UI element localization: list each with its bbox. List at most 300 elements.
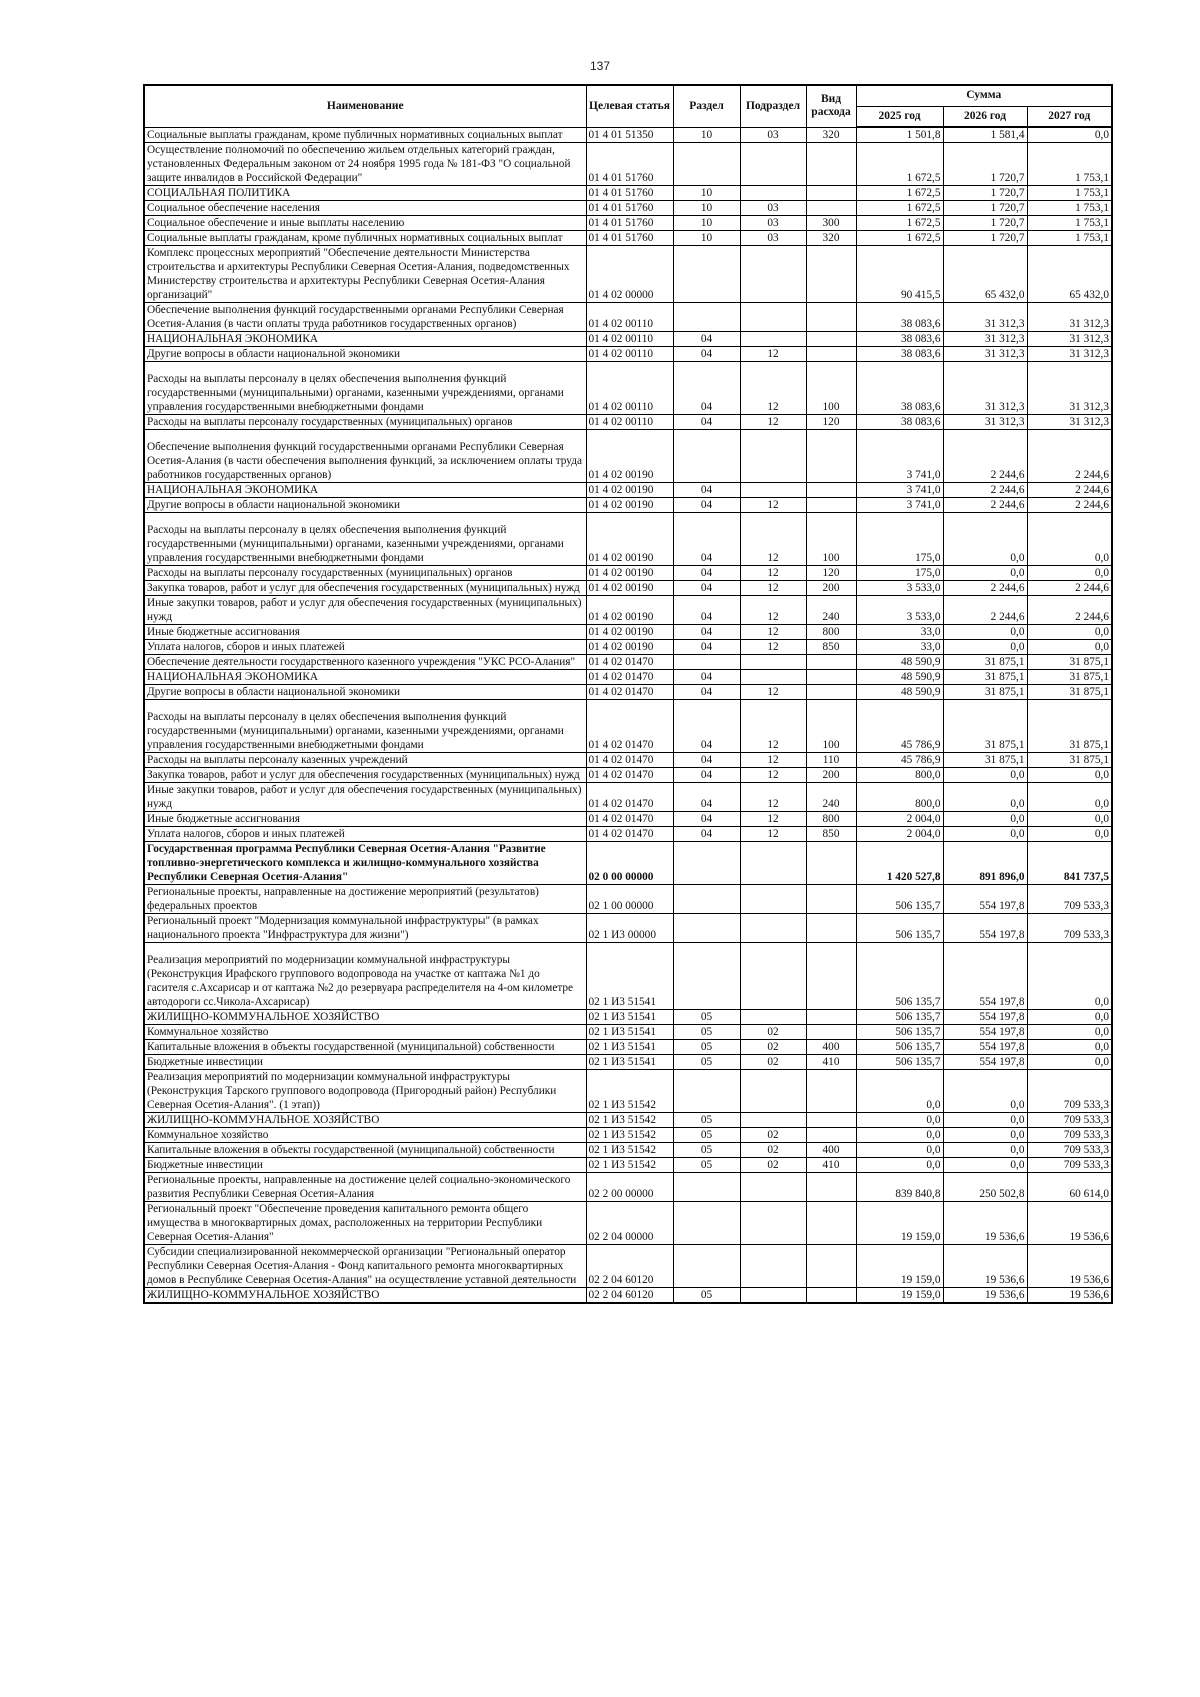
table-row [144,827,1112,842]
row-subsection: 12 [740,566,806,581]
row-target-article: 01 4 02 00110 [586,303,673,332]
row-sum-2027: 709 533,3 [1027,914,1112,943]
row-subsection: 12 [740,498,806,513]
row-subsection [740,246,806,303]
table-row [144,700,1112,753]
row-sum-2027: 0,0 [1027,1055,1112,1070]
table-row [144,655,1112,670]
row-sum-2027: 2 244,6 [1027,498,1112,513]
row-sum-2026: 1 720,7 [943,143,1027,186]
row-expense-type [806,332,856,347]
row-section: 04 [673,347,740,362]
table-row [144,332,1112,347]
row-name [144,347,586,362]
row-name-text: Социальные выплаты гражданам, кроме публичных нормативных социальных выплат [147,232,563,244]
row-expense-type: 240 [806,783,856,812]
row-name-text: Расходы на выплаты персоналу казенных учреждений [147,754,408,766]
row-subsection [740,1245,806,1288]
row-expense-type: 100 [806,362,856,415]
row-sum-2025: 48 590,9 [856,685,943,700]
row-name-text: Региональные проекты, направленные на достижение мероприятий (результатов) федеральных проектов [147,886,539,912]
row-name-text: СОЦИАЛЬНАЯ ПОЛИТИКА [147,187,291,199]
row-sum-2025: 1 672,5 [856,143,943,186]
row-name [144,566,586,581]
row-expense-type: 200 [806,581,856,596]
row-name [144,783,586,812]
table-row [144,231,1112,246]
row-name-text: Коммунальное хозяйство [147,1026,269,1038]
row-target-article: 01 4 02 01470 [586,655,673,670]
table-row [144,1040,1112,1055]
row-subsection: 12 [740,347,806,362]
row-name-text: Осуществление полномочий по обеспечению жильем отдельных категорий граждан, установленных Федеральным законом от 24 ноября 1995 года № 181-ФЗ "О социальной защите инвалидов в Российской Федерации" [147,144,571,184]
table-row [144,303,1112,332]
table-row [144,1070,1112,1113]
row-sum-2026: 31 875,1 [943,753,1027,768]
row-sum-2027: 1 753,1 [1027,186,1112,201]
row-sum-2027: 0,0 [1027,812,1112,827]
row-expense-type: 120 [806,415,856,430]
row-section: 04 [673,596,740,625]
row-sum-2026: 1 720,7 [943,186,1027,201]
row-expense-type: 100 [806,700,856,753]
row-sum-2026: 31 875,1 [943,685,1027,700]
row-target-article: 02 1 И3 51541 [586,1040,673,1055]
row-sum-2025: 0,0 [856,1128,943,1143]
row-sum-2025: 800,0 [856,783,943,812]
row-name-text: Другие вопросы в области национальной экономики [147,348,401,360]
row-subsection [740,143,806,186]
row-name [144,246,586,303]
row-section [673,246,740,303]
row-section [673,430,740,483]
row-target-article: 02 1 И3 51541 [586,1010,673,1025]
row-name [144,1245,586,1288]
row-sum-2027: 31 875,1 [1027,670,1112,685]
row-target-article: 01 4 01 51760 [586,143,673,186]
row-name-text: Закупка товаров, работ и услуг для обеспечения государственных (муниципальных) нужд [147,582,580,594]
row-expense-type: 400 [806,1143,856,1158]
row-section: 05 [673,1288,740,1304]
row-target-article: 01 4 01 51350 [586,127,673,143]
row-expense-type [806,1202,856,1245]
row-expense-type [806,943,856,1010]
row-sum-2027: 60 614,0 [1027,1173,1112,1202]
row-sum-2025: 1 420 527,8 [856,842,943,885]
row-section [673,303,740,332]
row-sum-2027: 0,0 [1027,827,1112,842]
row-target-article: 02 1 И3 51542 [586,1143,673,1158]
table-row [144,1158,1112,1173]
row-sum-2027: 0,0 [1027,127,1112,143]
row-sum-2025: 90 415,5 [856,246,943,303]
row-section: 04 [673,768,740,783]
row-sum-2026: 19 536,6 [943,1245,1027,1288]
table-row [144,347,1112,362]
row-section: 04 [673,640,740,655]
row-target-article: 02 1 00 00000 [586,885,673,914]
row-sum-2026: 2 244,6 [943,581,1027,596]
row-section [673,1202,740,1245]
row-name-text: Расходы на выплаты персоналу в целях обеспечения выполнения функций государственными (муниципальными) органами, казенными учреждениями, органами управления государственными внебюджетными фондами [147,524,564,564]
row-sum-2025: 45 786,9 [856,753,943,768]
row-name [144,1128,586,1143]
row-sum-2025: 1 672,5 [856,201,943,216]
row-target-article: 02 2 04 00000 [586,1202,673,1245]
row-sum-2027: 31 312,3 [1027,347,1112,362]
row-name-text: Иные закупки товаров, работ и услуг для обеспечения государственных (муниципальных) нужд [147,597,582,623]
row-sum-2025: 506 135,7 [856,943,943,1010]
row-target-article: 02 1 И3 51541 [586,1055,673,1070]
row-expense-type [806,1025,856,1040]
row-target-article: 01 4 02 01470 [586,753,673,768]
row-subsection [740,670,806,685]
row-expense-type: 400 [806,1040,856,1055]
row-section [673,1245,740,1288]
row-target-article: 02 2 04 60120 [586,1245,673,1288]
row-expense-type [806,1010,856,1025]
row-name [144,827,586,842]
row-name [144,430,586,483]
row-sum-2027: 31 875,1 [1027,753,1112,768]
row-sum-2025: 1 672,5 [856,231,943,246]
row-name [144,655,586,670]
row-subsection: 12 [740,753,806,768]
row-name-text: Региональные проекты, направленные на достижение целей социально-экономического развития Республики Северная Осетия-Алания [147,1174,571,1200]
row-name-text: Капитальные вложения в объекты государственной (муниципальной) собственности [147,1144,555,1156]
row-name [144,768,586,783]
row-target-article: 02 2 04 60120 [586,1288,673,1304]
row-sum-2026: 0,0 [943,640,1027,655]
row-name-text: Другие вопросы в области национальной экономики [147,686,401,698]
row-name-text: Бюджетные инвестиции [147,1056,263,1068]
row-target-article: 01 4 01 51760 [586,186,673,201]
row-sum-2026: 65 432,0 [943,246,1027,303]
row-sum-2025: 506 135,7 [856,1040,943,1055]
row-sum-2027: 709 533,3 [1027,885,1112,914]
table-row [144,596,1112,625]
table-row [144,216,1112,231]
row-name [144,914,586,943]
table-row [144,1173,1112,1202]
row-sum-2027: 709 533,3 [1027,1113,1112,1128]
row-name [144,812,586,827]
header-subsection: Подраздел [740,85,806,127]
row-target-article: 01 4 02 01470 [586,768,673,783]
row-subsection: 03 [740,201,806,216]
row-expense-type: 410 [806,1055,856,1070]
row-target-article: 01 4 02 00190 [586,566,673,581]
row-sum-2027: 709 533,3 [1027,1070,1112,1113]
row-subsection: 02 [740,1143,806,1158]
row-name [144,1173,586,1202]
row-sum-2026: 554 197,8 [943,1040,1027,1055]
row-sum-2026: 554 197,8 [943,1025,1027,1040]
row-subsection [740,1288,806,1304]
row-sum-2026: 554 197,8 [943,914,1027,943]
table-row [144,415,1112,430]
row-target-article: 01 4 02 01470 [586,670,673,685]
row-expense-type: 800 [806,625,856,640]
table-row [144,842,1112,885]
row-section: 05 [673,1010,740,1025]
table-row [144,566,1112,581]
row-name [144,216,586,231]
row-target-article: 02 1 И3 51542 [586,1158,673,1173]
table-row [144,498,1112,513]
row-expense-type: 410 [806,1158,856,1173]
header-year-2025: 2025 год [856,106,943,127]
row-expense-type: 320 [806,127,856,143]
row-sum-2026: 31 875,1 [943,655,1027,670]
row-name-text: Расходы на выплаты персоналу в целях обеспечения выполнения функций государственными (муниципальными) органами, казенными учреждениями, органами управления государственными внебюджетными фондами [147,373,564,413]
row-subsection: 12 [740,596,806,625]
header-expense-type: Вид расхода [806,85,856,127]
row-name [144,201,586,216]
row-expense-type [806,483,856,498]
row-sum-2026: 31 312,3 [943,332,1027,347]
row-sum-2026: 1 720,7 [943,216,1027,231]
row-sum-2027: 0,0 [1027,768,1112,783]
row-sum-2027: 2 244,6 [1027,596,1112,625]
row-target-article: 01 4 02 01470 [586,812,673,827]
row-sum-2026: 0,0 [943,827,1027,842]
row-sum-2027: 31 312,3 [1027,415,1112,430]
table-row [144,812,1112,827]
row-subsection: 12 [740,513,806,566]
row-subsection: 12 [740,700,806,753]
row-target-article: 01 4 02 00110 [586,362,673,415]
row-name [144,1010,586,1025]
row-sum-2027: 31 312,3 [1027,332,1112,347]
row-name [144,670,586,685]
table-row [144,1010,1112,1025]
row-subsection: 12 [740,827,806,842]
row-target-article: 02 1 И3 51542 [586,1128,673,1143]
row-expense-type: 120 [806,566,856,581]
row-name-text: Иные закупки товаров, работ и услуг для обеспечения государственных (муниципальных) нужд [147,784,582,810]
row-name [144,885,586,914]
row-name-text: Региональный проект "Модернизация коммунальной инфраструктуры" (в рамках национального проекта "Инфраструктура для жизни") [147,915,539,941]
row-sum-2027: 2 244,6 [1027,581,1112,596]
row-sum-2027: 31 312,3 [1027,303,1112,332]
row-expense-type: 240 [806,596,856,625]
row-expense-type [806,842,856,885]
row-section: 04 [673,783,740,812]
row-target-article: 02 0 00 00000 [586,842,673,885]
row-name [144,700,586,753]
row-target-article: 01 4 01 51760 [586,231,673,246]
row-name [144,1158,586,1173]
row-section: 04 [673,513,740,566]
row-sum-2026: 0,0 [943,1070,1027,1113]
row-sum-2025: 506 135,7 [856,885,943,914]
row-section: 04 [673,753,740,768]
row-subsection: 12 [740,783,806,812]
row-subsection: 12 [740,685,806,700]
row-sum-2025: 0,0 [856,1070,943,1113]
row-subsection: 12 [740,581,806,596]
table-row [144,1128,1112,1143]
row-sum-2025: 3 741,0 [856,430,943,483]
row-name [144,127,586,143]
row-target-article: 01 4 02 01470 [586,700,673,753]
row-expense-type [806,885,856,914]
row-sum-2027: 0,0 [1027,783,1112,812]
row-name [144,1055,586,1070]
row-sum-2026: 554 197,8 [943,1010,1027,1025]
row-sum-2027: 0,0 [1027,1040,1112,1055]
row-subsection: 12 [740,362,806,415]
row-sum-2025: 45 786,9 [856,700,943,753]
row-subsection [740,430,806,483]
row-expense-type [806,303,856,332]
row-name [144,303,586,332]
row-name-text: Иные бюджетные ассигнования [147,626,300,638]
row-section: 04 [673,812,740,827]
row-sum-2025: 19 159,0 [856,1288,943,1304]
row-section: 04 [673,625,740,640]
row-sum-2025: 506 135,7 [856,1055,943,1070]
row-section: 05 [673,1040,740,1055]
row-sum-2025: 3 533,0 [856,581,943,596]
row-section: 10 [673,231,740,246]
row-sum-2025: 1 672,5 [856,216,943,231]
row-name-text: Коммунальное хозяйство [147,1129,269,1141]
row-expense-type [806,914,856,943]
row-subsection [740,332,806,347]
row-name-text: Закупка товаров, работ и услуг для обеспечения государственных (муниципальных) нужд [147,769,580,781]
row-sum-2026: 1 720,7 [943,201,1027,216]
table-row [144,670,1112,685]
row-sum-2026: 31 312,3 [943,303,1027,332]
row-sum-2025: 33,0 [856,625,943,640]
row-sum-2027: 19 536,6 [1027,1202,1112,1245]
row-name-text: Реализация мероприятий по модернизации коммунальной инфраструктуры (Реконструкция Ирафского группового водопровода на участке от каптажа №1 до гасителя с.Ахсарисар и от каптажа №2 до резервуара распределителя на 4-ом километре автодороги сс.Чикола-Ахсарисар) [147,954,574,1008]
row-target-article: 02 1 И3 00000 [586,914,673,943]
row-sum-2027: 0,0 [1027,640,1112,655]
row-section: 05 [673,1055,740,1070]
row-sum-2025: 506 135,7 [856,1010,943,1025]
row-target-article: 02 1 И3 51541 [586,1025,673,1040]
row-sum-2026: 1 581,4 [943,127,1027,143]
row-name [144,498,586,513]
row-sum-2026: 2 244,6 [943,483,1027,498]
row-section [673,143,740,186]
row-section [673,1070,740,1113]
table-row [144,513,1112,566]
row-sum-2025: 2 004,0 [856,812,943,827]
row-sum-2025: 38 083,6 [856,303,943,332]
table-row [144,1113,1112,1128]
row-expense-type: 110 [806,753,856,768]
row-name-text: Комплекс процессных мероприятий "Обеспечение деятельности Министерства строительства и архитектуры Республики Северная Осетия-Алания, подведомственных Министерству строительства и архитектуры Республики Северная Осетия-Алания организаций" [147,247,570,301]
row-sum-2027: 31 875,1 [1027,700,1112,753]
row-name-text: Социальное обеспечение населения [147,202,320,214]
row-sum-2025: 38 083,6 [856,415,943,430]
row-name-text: Капитальные вложения в объекты государственной (муниципальной) собственности [147,1041,555,1053]
row-target-article: 01 4 02 00190 [586,581,673,596]
table-row [144,430,1112,483]
row-sum-2027: 0,0 [1027,1010,1112,1025]
row-sum-2026: 31 312,3 [943,415,1027,430]
row-section [673,842,740,885]
row-sum-2025: 2 004,0 [856,827,943,842]
table-row [144,483,1112,498]
row-section: 10 [673,201,740,216]
row-section: 04 [673,685,740,700]
row-sum-2025: 506 135,7 [856,1025,943,1040]
row-name-text: Уплата налогов, сборов и иных платежей [147,641,345,653]
row-subsection [740,1113,806,1128]
row-target-article: 01 4 02 00190 [586,640,673,655]
row-target-article: 01 4 02 00190 [586,498,673,513]
row-sum-2025: 0,0 [856,1113,943,1128]
table-row [144,1202,1112,1245]
row-subsection [740,1202,806,1245]
row-sum-2026: 0,0 [943,812,1027,827]
row-sum-2025: 38 083,6 [856,347,943,362]
table-row [144,246,1112,303]
row-subsection [740,303,806,332]
row-target-article: 02 1 И3 51542 [586,1070,673,1113]
row-name-text: ЖИЛИЩНО-КОММУНАЛЬНОЕ ХОЗЯЙСТВО [147,1114,380,1126]
row-name-text: Реализация мероприятий по модернизации коммунальной инфраструктуры (Реконструкция Тарского группового водопровода (Пригородный район) Республики Северная Осетия-Алания". (1 этап)) [147,1071,557,1111]
row-target-article: 01 4 02 01470 [586,783,673,812]
row-sum-2026: 0,0 [943,1128,1027,1143]
row-sum-2027: 841 737,5 [1027,842,1112,885]
row-name [144,596,586,625]
row-expense-type [806,430,856,483]
row-expense-type [806,201,856,216]
row-sum-2026: 2 244,6 [943,498,1027,513]
row-expense-type: 100 [806,513,856,566]
row-sum-2027: 19 536,6 [1027,1245,1112,1288]
row-section [673,943,740,1010]
row-sum-2027: 0,0 [1027,943,1112,1010]
row-expense-type [806,1245,856,1288]
row-sum-2026: 2 244,6 [943,596,1027,625]
row-target-article: 01 4 02 01470 [586,685,673,700]
row-subsection [740,655,806,670]
header-year-2026: 2026 год [943,106,1027,127]
row-name [144,685,586,700]
row-name-text: ЖИЛИЩНО-КОММУНАЛЬНОЕ ХОЗЯЙСТВО [147,1011,380,1023]
row-sum-2027: 0,0 [1027,566,1112,581]
row-sum-2025: 0,0 [856,1158,943,1173]
row-sum-2026: 31 312,3 [943,362,1027,415]
row-target-article: 01 4 02 00110 [586,347,673,362]
row-name [144,1025,586,1040]
row-expense-type: 320 [806,231,856,246]
row-name-text: НАЦИОНАЛЬНАЯ ЭКОНОМИКА [147,484,319,496]
row-sum-2027: 1 753,1 [1027,143,1112,186]
row-subsection: 12 [740,640,806,655]
row-sum-2027: 709 533,3 [1027,1143,1112,1158]
row-section [673,1173,740,1202]
row-section: 10 [673,127,740,143]
header-sum: Сумма [856,85,1112,106]
row-name-text: Бюджетные инвестиции [147,1159,263,1171]
row-target-article: 01 4 02 00000 [586,246,673,303]
row-name-text: НАЦИОНАЛЬНАЯ ЭКОНОМИКА [147,333,319,345]
row-sum-2025: 175,0 [856,513,943,566]
row-sum-2025: 38 083,6 [856,332,943,347]
table-row [144,127,1112,143]
row-expense-type [806,347,856,362]
row-name [144,332,586,347]
row-expense-type [806,1173,856,1202]
